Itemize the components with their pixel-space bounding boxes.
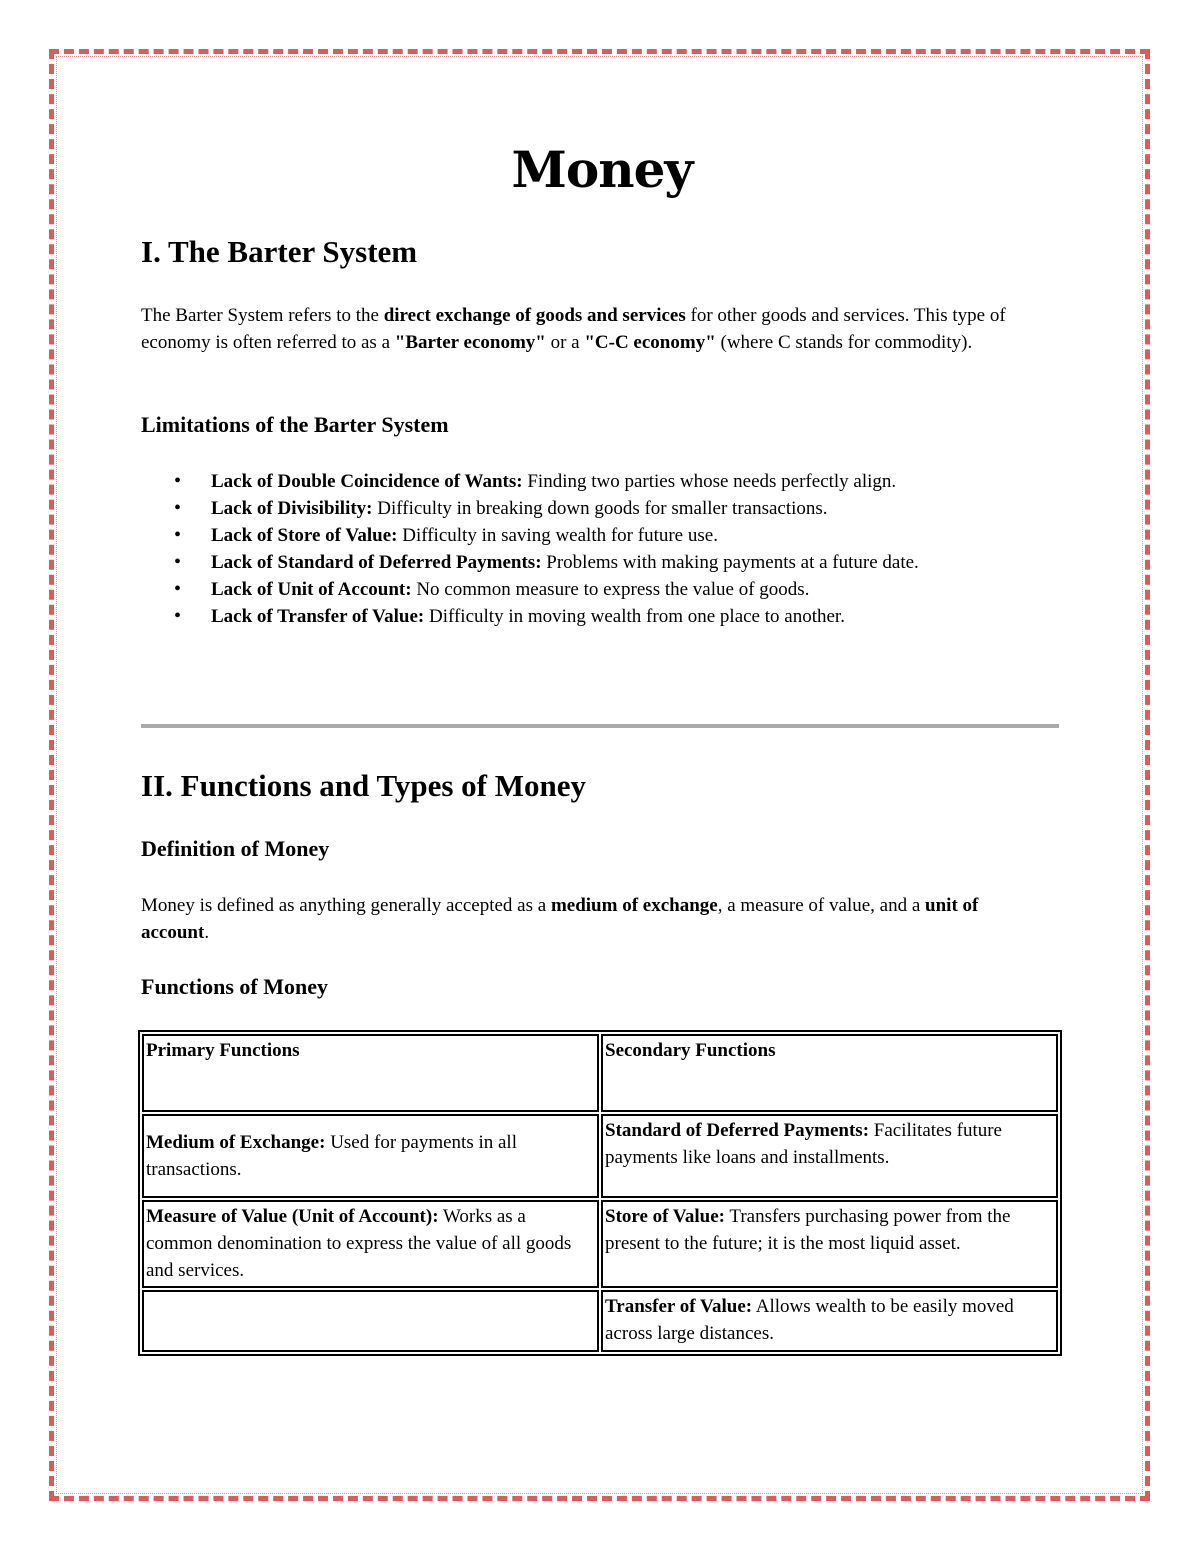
table-cell (142, 1290, 599, 1352)
table-row (142, 1290, 1058, 1352)
definition-paragraph (141, 892, 1041, 946)
list-item (141, 603, 1041, 630)
limitation-term: Lack of Store of Value: (211, 525, 398, 546)
table-row (142, 1114, 1058, 1198)
cell-desc: Transfers purchasing power from the present to the future; it is the most liquid asset. (605, 1206, 1011, 1254)
cell-term: Store of Value: (605, 1206, 725, 1227)
intro-bold-3: "C-C economy" (584, 332, 716, 353)
section-heading-barter: I. The Barter System (141, 234, 418, 269)
limitation-desc: Problems with making payments at a future date. (541, 552, 919, 573)
cell-term: Standard of Deferred Payments: (605, 1120, 870, 1141)
limitation-desc: No common measure to express the value of goods. (411, 579, 810, 600)
functions-table (138, 1030, 1062, 1356)
cell-desc: Facilitates future payments like loans and installments. (605, 1120, 1002, 1168)
table-cell (142, 1200, 599, 1288)
list-item (141, 495, 1041, 522)
definition-text-2: , a measure of value, and a (717, 895, 926, 916)
definition-bold-1: medium of exchange (550, 895, 718, 916)
definition-text-3: . (204, 922, 210, 943)
header-primary: Primary Functions (146, 1040, 300, 1061)
cell-desc: Works as a common denomination to express the value of all goods and services. (146, 1206, 572, 1281)
limitations-list (141, 468, 1063, 630)
definition-text-1: Money is defined as anything generally accepted as a (141, 895, 551, 916)
limitation-desc: Finding two parties whose needs perfectly align. (522, 471, 897, 492)
definition-heading: Definition of Money (141, 836, 330, 861)
definition-bold-2: unit of account (141, 895, 979, 943)
list-item (141, 576, 1041, 603)
barter-intro-paragraph (141, 302, 1041, 356)
limitation-desc: Difficulty in saving wealth for future use. (397, 525, 718, 546)
section-divider (141, 724, 1059, 728)
header-secondary: Secondary Functions (605, 1040, 776, 1061)
table-header-cell (142, 1034, 599, 1112)
intro-text-2: for other goods and services. This type of economy is often referred to as a (141, 305, 1006, 353)
table-cell (601, 1114, 1058, 1198)
table-row (142, 1200, 1058, 1288)
intro-bold-2: "Barter economy" (394, 332, 546, 353)
intro-text-3: or a (545, 332, 585, 353)
list-item (141, 468, 1041, 495)
table-cell (601, 1200, 1058, 1288)
limitation-term: Lack of Standard of Deferred Payments: (211, 552, 542, 573)
limitation-desc: Difficulty in breaking down goods for smaller transactions. (372, 498, 828, 519)
intro-text-4: (where C stands for commodity). (715, 332, 973, 353)
list-item (141, 522, 1041, 549)
table-header-cell (601, 1034, 1058, 1112)
limitation-term: Lack of Transfer of Value: (211, 606, 425, 627)
limitations-heading: Limitations of the Barter System (141, 412, 449, 437)
document-title: Money (511, 140, 693, 199)
table-cell (142, 1114, 599, 1198)
limitation-term: Lack of Unit of Account: (211, 579, 412, 600)
cell-desc: Allows wealth to be easily moved across large distances. (605, 1296, 1014, 1344)
cell-term: Medium of Exchange: (146, 1132, 326, 1153)
limitation-term: Lack of Divisibility: (211, 498, 373, 519)
cell-term: Transfer of Value: (605, 1296, 753, 1317)
cell-term: Measure of Value (Unit of Account): (146, 1206, 439, 1227)
intro-bold-1: direct exchange of goods and services (383, 305, 686, 326)
intro-text-1: The Barter System refers to the (141, 305, 384, 326)
limitation-desc: Difficulty in moving wealth from one place to another. (424, 606, 845, 627)
section-heading-functions: II. Functions and Types of Money (141, 768, 586, 803)
functions-heading: Functions of Money (141, 974, 328, 999)
table-cell (601, 1290, 1058, 1352)
cell-desc: Used for payments in all transactions. (146, 1132, 517, 1180)
limitation-term: Lack of Double Coincidence of Wants: (211, 471, 523, 492)
list-item (141, 549, 1041, 576)
table-header-row (142, 1034, 1058, 1112)
